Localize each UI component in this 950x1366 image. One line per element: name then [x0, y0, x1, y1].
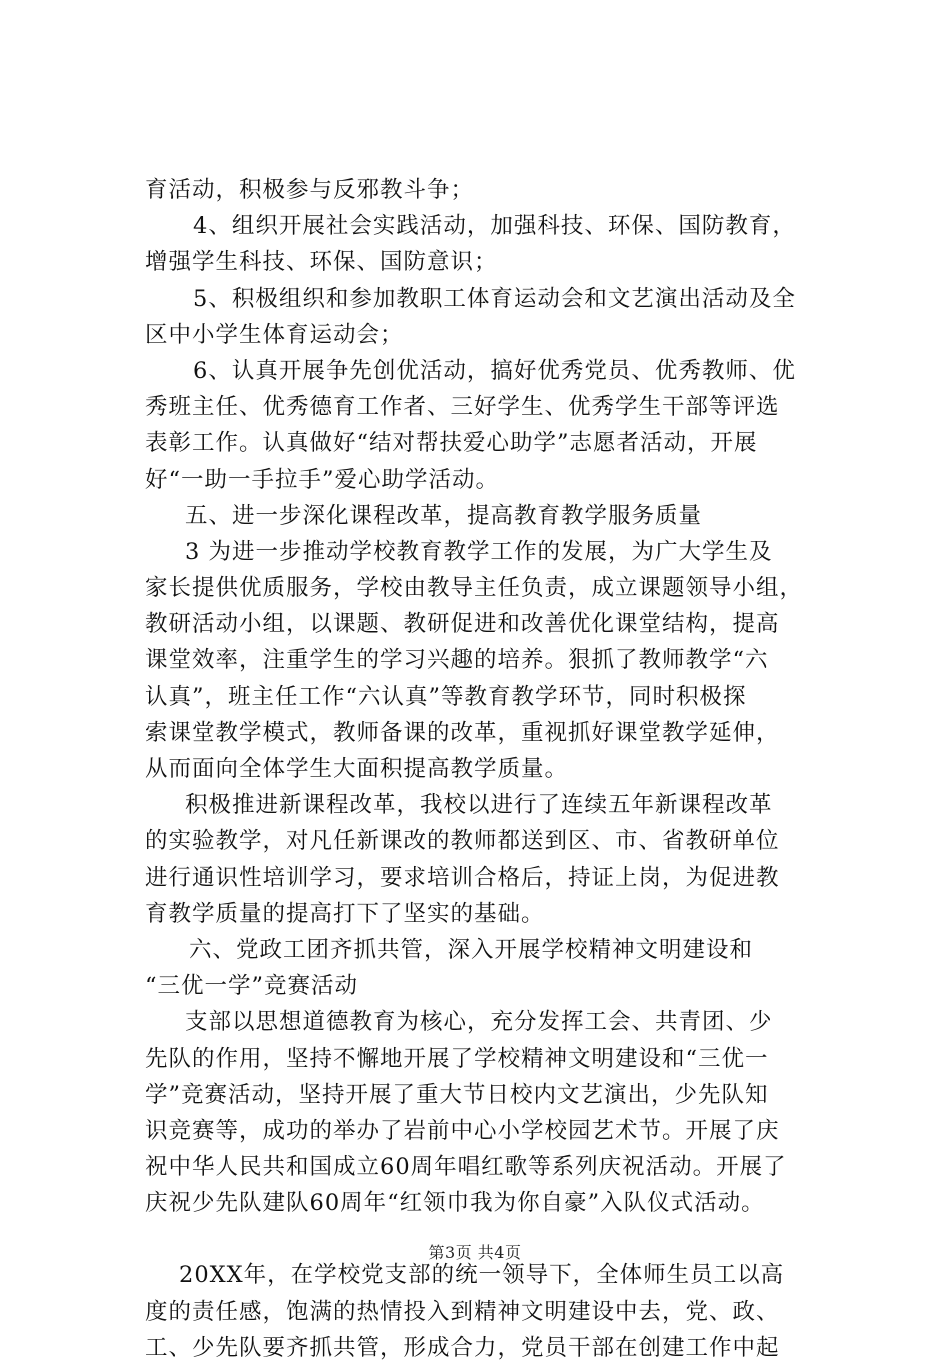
text-line: 认真”，班主任工作“六认真”等教育教学环节，同时积极探 [145, 683, 747, 710]
text-line: 支部以思想道德教育为核心，充分发挥工会、共青团、少 [185, 1009, 773, 1036]
text-line: 识竞赛等，成功的举办了岩前中心小学校园艺术节。开展了庆 [145, 1117, 780, 1144]
text-line: 的实验教学，对凡任新课改的教师都送到区、市、省教研单位 [145, 828, 780, 855]
text-line: 表彰工作。认真做好“结对帮扶爱心助学”志愿者活动，开展 [145, 430, 758, 457]
text-line: 度的责任感，饱满的热情投入到精神文明建设中去，党、政、 [145, 1298, 780, 1325]
text-line: 家长提供优质服务，学校由教导主任负责，成立课题领导小组， [145, 575, 804, 602]
section-heading: 六、党政工团齐抓共管，深入开展学校精神文明建设和 [189, 936, 754, 963]
text-line: 3 为进一步推动学校教育教学工作的发展，为广大学生及 [185, 538, 773, 565]
text-line: 积极推进新课程改革，我校以进行了连续五年新课程改革 [185, 792, 773, 819]
text-line: 区中小学生体育运动会； [145, 321, 404, 348]
page-number-footer: 第3页 共4页 [428, 1243, 522, 1262]
text-line: 学”竞赛活动，坚持开展了重大节日校内文艺演出，少先队知 [145, 1081, 769, 1108]
text-line: 4、组织开展社会实践活动，加强科技、环保、国防教育， [193, 213, 796, 240]
text-line: 从而面向全体学生大面积提高教学质量。 [145, 756, 569, 782]
text-line: 祝中华人民共和国成立60周年唱红歌等系列庆祝活动。开展了 [145, 1154, 787, 1181]
text-line: 课堂效率，注重学生的学习兴趣的培养。狠抓了教师教学“六 [145, 647, 769, 674]
text-line: 好“一助一手拉手”爱心助学活动。 [145, 466, 500, 493]
body-text [145, 172, 835, 1366]
text-line: 进行通识性培训学习，要求培训合格后，持证上岗，为促进教 [145, 864, 780, 891]
text-line: 教研活动小组，以课题、教研促进和改善优化课堂结构，提高 [145, 611, 780, 638]
section-heading: “三优一学”竞赛活动 [145, 973, 359, 1000]
text-line: 庆祝少先队建队60周年“红领巾我为你自豪”入队仪式活动。 [145, 1190, 765, 1217]
text-line: 工、少先队要齐抓共管，形成合力，党员干部在创建工作中起 [145, 1334, 780, 1361]
text-line: 秀班主任、优秀德育工作者、三好学生、优秀学生干部等评选 [145, 394, 780, 421]
text-line: 6、认真开展争先创优活动，搞好优秀党员、优秀教师、优 [193, 357, 796, 384]
section-heading: 五、进一步深化课程改革，提高教育教学服务质量 [185, 502, 703, 529]
text-line: 增强学生科技、环保、国防意识； [145, 249, 498, 276]
text-line: 20XX年，在学校党支部的统一领导下，全体师生员工以高 [179, 1262, 785, 1289]
text-line: 索课堂教学模式，教师备课的改革，重视抓好课堂教学延伸， [145, 719, 780, 746]
text-line: 育教学质量的提高打下了坚实的基础。 [145, 900, 545, 927]
text-line: 5、积极组织和参加教职工体育运动会和文艺演出活动及全 [193, 285, 796, 312]
text-line: 先队的作用，坚持不懈地开展了学校精神文明建设和“三优一 [145, 1045, 769, 1072]
text-line: 育活动，积极参与反邪教斗争； [145, 177, 475, 203]
